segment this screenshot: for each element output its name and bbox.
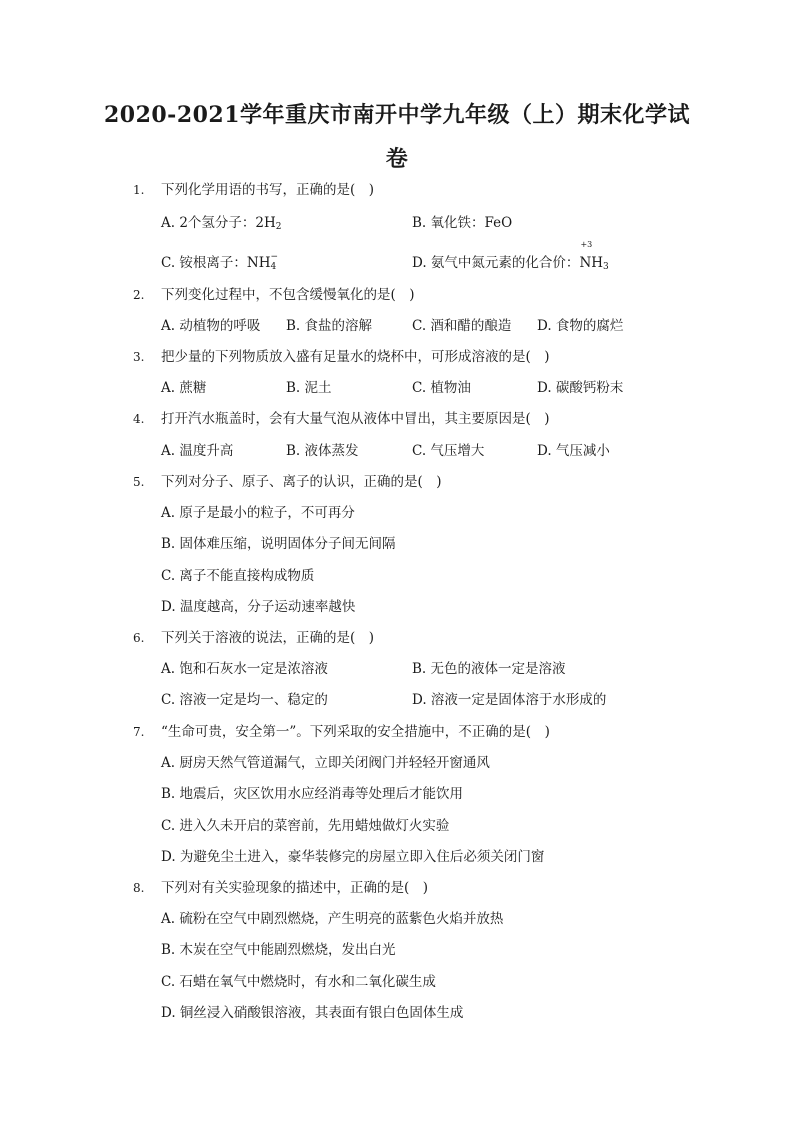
- option-a[interactable]: A. 饱和石灰水一定是浓溶液: [161, 661, 328, 677]
- superscript-charge: −: [270, 252, 279, 262]
- option-b[interactable]: B. 固体难压缩，说明固体分子间无间隔: [161, 536, 396, 552]
- option-d[interactable]: D. 气压减小: [537, 443, 610, 459]
- option-d[interactable]: [412, 240, 609, 276]
- option-c[interactable]: C. 石蜡在氧气中燃烧时，有水和二氧化碳生成: [161, 974, 436, 990]
- question-stem: 打开汽水瓶盖时，会有大量气泡从液体中冒出，其主要原因是( ): [161, 411, 550, 427]
- option-c[interactable]: C. 进入久未开启的菜窖前，先用蜡烛做灯火实验: [161, 818, 450, 834]
- option-d[interactable]: D. 食物的腐烂: [537, 318, 624, 334]
- option-c-text: C. 铵根离子：NH: [161, 255, 271, 271]
- option-c[interactable]: C. 离子不能直接构成物质: [161, 568, 315, 584]
- option-d-text: D. 氨气中氮元素的化合价：: [412, 255, 580, 271]
- option-d[interactable]: D. 铜丝浸入硝酸银溶液，其表面有银白色固体生成: [161, 1005, 464, 1021]
- question-number: 7.: [133, 725, 145, 739]
- option-c[interactable]: C. 酒和醋的酿造: [412, 318, 512, 334]
- option-b[interactable]: B. 液体蒸发: [286, 443, 359, 459]
- option-c[interactable]: C. 气压增大: [412, 443, 485, 459]
- option-b[interactable]: B. 地震后，灾区饮用水应经消毒等处理后才能饮用: [161, 786, 464, 802]
- option-d[interactable]: D. 为避免尘土进入，豪华装修完的房屋立即入住后必须关闭门窗: [161, 849, 545, 865]
- question-stem: 下列变化过程中，不包含缓慢氧化的是( ): [161, 287, 415, 303]
- formula: NH: [579, 255, 604, 271]
- option-a[interactable]: A. 厨房天然气管道漏气，立即关闭阀门并轻轻开窗通风: [161, 755, 490, 771]
- question-number: 5.: [133, 475, 145, 489]
- question-stem: “生命可贵，安全第一”。下列采取的安全措施中，不正确的是( ): [161, 724, 550, 740]
- option-b[interactable]: B. 食盐的溶解: [286, 318, 373, 334]
- option-d[interactable]: D. 溶液一定是固体溶于水形成的: [412, 692, 607, 708]
- option-b-text: B. 氧化铁：FeO: [412, 215, 513, 231]
- option-b[interactable]: [412, 214, 512, 232]
- option-d[interactable]: D. 碳酸钙粉末: [537, 380, 624, 396]
- subscript: 2: [275, 222, 282, 232]
- option-b[interactable]: B. 木炭在空气中能剧烈燃烧，发出白光: [161, 942, 396, 958]
- question-number: 8.: [133, 881, 145, 895]
- question-stem: 下列化学用语的书写，正确的是( ): [161, 182, 375, 198]
- option-b[interactable]: B. 泥土: [286, 380, 332, 396]
- exam-title-line1: 2020-2021学年重庆市南开中学九年级（上）期末化学试: [103, 102, 691, 128]
- option-a[interactable]: A. 动植物的呼吸: [161, 318, 261, 334]
- exam-title-line2: 卷: [385, 146, 409, 172]
- option-a[interactable]: [161, 214, 282, 236]
- option-d[interactable]: D. 温度越高，分子运动速率越快: [161, 599, 356, 615]
- question-stem: 下列关于溶液的说法，正确的是( ): [161, 630, 375, 646]
- option-c[interactable]: C. 溶液一定是均一、稳定的: [161, 692, 328, 708]
- option-c[interactable]: C. 植物油: [412, 380, 471, 396]
- question-number: 3.: [133, 350, 145, 364]
- question-stem: 把少量的下列物质放入盛有足量水的烧杯中，可形成溶液的是( ): [161, 349, 550, 365]
- question-number: 2.: [133, 288, 145, 302]
- option-c[interactable]: [161, 252, 279, 276]
- question-stem: 下列对有关实验现象的描述中，正确的是( ): [161, 880, 429, 896]
- subscript: 3: [603, 262, 609, 272]
- option-b[interactable]: B. 无色的液体一定是溶液: [412, 661, 566, 677]
- question-number: 1.: [133, 183, 145, 197]
- option-a[interactable]: A. 温度升高: [161, 443, 234, 459]
- option-a[interactable]: A. 硫粉在空气中剧烈燃烧，产生明亮的蓝紫色火焰并放热: [161, 911, 504, 927]
- option-a[interactable]: A. 蔗糖: [161, 380, 207, 396]
- question-number: 6.: [133, 631, 145, 645]
- question-number: 4.: [133, 412, 145, 426]
- valence-mark: +3: [580, 240, 593, 249]
- option-a-text: A. 2个氢分子：2H: [161, 215, 276, 231]
- subscript: 4: [270, 262, 277, 272]
- option-a[interactable]: A. 原子是最小的粒子，不可再分: [161, 505, 355, 521]
- question-stem: 下列对分子、原子、离子的认识，正确的是( ): [161, 474, 442, 490]
